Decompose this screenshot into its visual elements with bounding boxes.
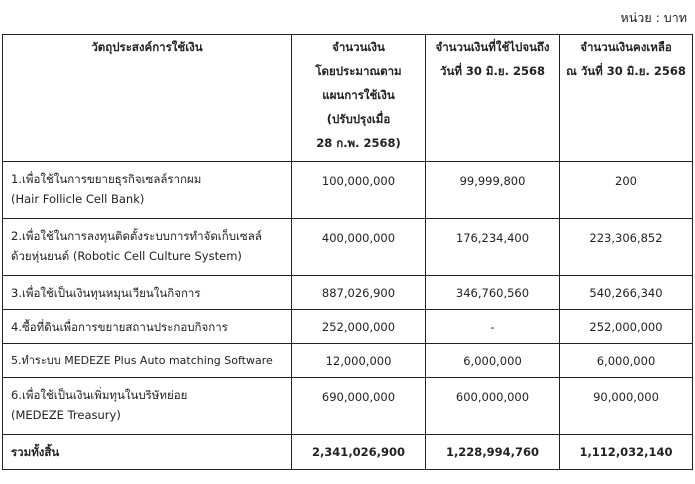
header-used-line: วันที่ 30 มิ.ย. 2568 xyxy=(440,64,545,78)
header-row xyxy=(3,35,693,162)
remaining-cell: 6,000,000 xyxy=(560,344,693,378)
purpose-line: 1.เพื่อใช้ในการขยายธุรกิจเซลล์รากผม xyxy=(11,172,202,186)
purpose-cell xyxy=(3,344,292,378)
used-cell: 600,000,000 xyxy=(426,378,560,435)
planned-cell: 252,000,000 xyxy=(292,310,426,344)
planned-cell: 400,000,000 xyxy=(292,219,426,276)
purpose-line: 6.เพื่อใช้เป็นเงินเพิ่มทุนในบริษัทย่อย xyxy=(11,388,188,402)
header-remaining xyxy=(560,35,693,162)
remaining-cell: 223,306,852 xyxy=(560,219,693,276)
header-remaining-line: จำนวนเงินคงเหลือ xyxy=(580,40,672,54)
total-row xyxy=(3,435,693,470)
remaining-cell: 200 xyxy=(560,162,693,219)
planned-cell: 12,000,000 xyxy=(292,344,426,378)
remaining-cell: 90,000,000 xyxy=(560,378,693,435)
purpose-line: 3.เพื่อใช้เป็นเงินทุนหมุนเวียนในกิจการ xyxy=(11,286,201,300)
header-purpose xyxy=(3,35,292,162)
used-cell: - xyxy=(426,310,560,344)
planned-cell: 100,000,000 xyxy=(292,162,426,219)
purpose-cell xyxy=(3,162,292,219)
purpose-line: 4.ซื้อที่ดินเพื่อการขยายสถานประกอบกิจการ xyxy=(11,320,228,334)
header-planned-line: (ปรับปรุงเมื่อ xyxy=(326,112,391,126)
table-row xyxy=(3,310,693,344)
purpose-cell xyxy=(3,276,292,310)
table-row xyxy=(3,162,693,219)
used-cell: 99,999,800 xyxy=(426,162,560,219)
planned-cell: 887,026,900 xyxy=(292,276,426,310)
planned-cell: 690,000,000 xyxy=(292,378,426,435)
remaining-cell: 252,000,000 xyxy=(560,310,693,344)
total-label-cell xyxy=(3,435,292,470)
header-planned-line: จำนวนเงิน xyxy=(332,40,385,54)
purpose-cell xyxy=(3,310,292,344)
total-remaining-cell: 1,112,032,140 xyxy=(560,435,693,470)
fund-usage-table xyxy=(2,34,693,470)
remaining-cell: 540,266,340 xyxy=(560,276,693,310)
purpose-line: (MEDEZE Treasury) xyxy=(11,408,121,422)
total-planned-cell: 2,341,026,900 xyxy=(292,435,426,470)
used-cell: 6,000,000 xyxy=(426,344,560,378)
table-row xyxy=(3,276,693,310)
header-planned-line: โดยประมาณตาม xyxy=(315,64,402,78)
used-cell: 346,760,560 xyxy=(426,276,560,310)
header-remaining-line: ณ วันที่ 30 มิ.ย. 2568 xyxy=(566,64,686,78)
table-row xyxy=(3,344,693,378)
purpose-line: 5.ทำระบบ MEDEZE Plus Auto matching Software xyxy=(11,354,273,367)
purpose-line: 2.เพื่อใช้ในการลงทุนติดตั้งระบบการทำจัดเก็บเซลล์ xyxy=(11,229,262,243)
purpose-cell xyxy=(3,219,292,276)
total-used-cell: 1,228,994,760 xyxy=(426,435,560,470)
table-row xyxy=(3,378,693,435)
header-purpose-text: วัตถุประสงค์การใช้เงิน xyxy=(91,40,203,54)
unit-note: หน่วย : บาท xyxy=(620,10,687,25)
header-used-line: จำนวนเงินที่ใช้ไปจนถึง xyxy=(435,40,550,54)
header-planned-line: 28 ก.พ. 2568) xyxy=(316,136,401,150)
header-planned-line: แผนการใช้เงิน xyxy=(322,88,395,102)
header-used xyxy=(426,35,560,162)
total-label: รวมทั้งสิ้น xyxy=(11,445,60,459)
purpose-cell xyxy=(3,378,292,435)
header-planned xyxy=(292,35,426,162)
purpose-line: ด้วยหุ่นยนต์ (Robotic Cell Culture System) xyxy=(11,249,242,263)
table-row xyxy=(3,219,693,276)
purpose-line: (Hair Follicle Cell Bank) xyxy=(11,192,145,206)
used-cell: 176,234,400 xyxy=(426,219,560,276)
